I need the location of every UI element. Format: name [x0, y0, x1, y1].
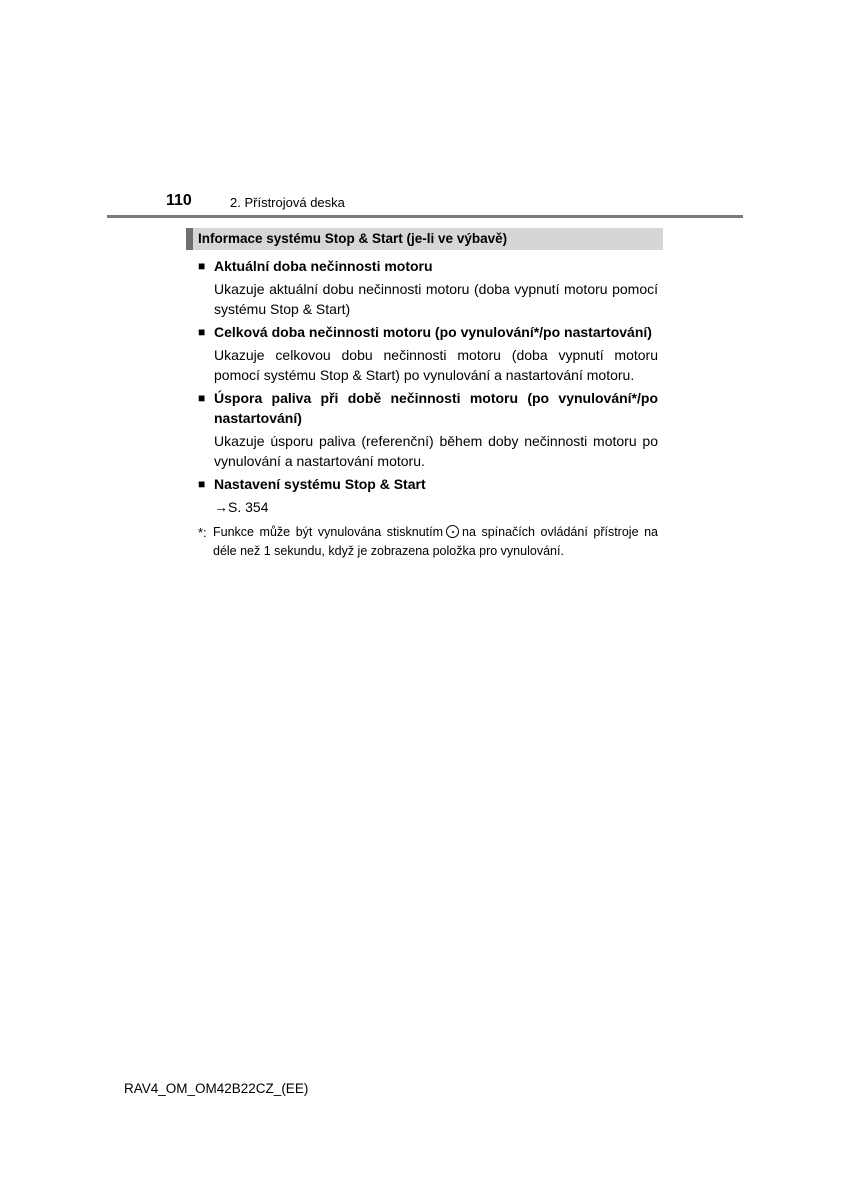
footnote-text-before: Funkce může být vynulována stisknutím [213, 525, 443, 539]
item-heading-text: Nastavení systému Stop & Start [214, 476, 426, 492]
page-number: 110 [166, 192, 192, 209]
circle-dot-icon [446, 525, 459, 538]
square-bullet-icon: ■ [198, 477, 206, 491]
item-heading-text: Celková doba nečinnosti motoru (po vynulování*/po nastartování) [214, 324, 652, 340]
arrow-right-icon: → [214, 499, 228, 515]
header-rule [107, 215, 743, 218]
square-bullet-icon: ■ [198, 325, 206, 339]
item-body: Ukazuje úsporu paliva (referenční) během doby nečinnosti motoru po vynulování a nastartování motoru. [214, 433, 658, 469]
page-reference-text: S. 354 [228, 499, 269, 515]
footnote-text [213, 523, 658, 561]
section-title: 2. Přístrojová deska [230, 195, 345, 210]
square-bullet-icon: ■ [198, 259, 206, 273]
footnote [198, 523, 658, 561]
square-bullet-icon: ■ [198, 391, 206, 405]
item-heading-text: Úspora paliva při době nečinnosti motoru (po vynulování*/po nastartování) [214, 390, 658, 426]
item-heading-text: Aktuální doba nečinnosti motoru [214, 258, 433, 274]
footnote-mark: *: [198, 525, 207, 540]
item-heading [198, 256, 658, 276]
subsection-title: Informace systému Stop & Start (je-li ve výbavě) [186, 228, 663, 250]
item-body: Ukazuje celkovou dobu nečinnosti motoru (doba vypnutí motoru pomocí systému Stop & Start) po vynulování a nastartování motoru. [214, 347, 658, 383]
item-heading [198, 474, 658, 494]
item-body: Ukazuje aktuální dobu nečinnosti motoru (doba vypnutí motoru pomocí systému Stop & Start) [214, 281, 658, 317]
document-code: RAV4_OM_OM42B22CZ_(EE) [124, 1081, 309, 1096]
content [198, 256, 658, 561]
footnote-text-after: na spínačích ovládání přístroje na déle než 1 sekundu, když je zobrazena položka pro vynulování. [213, 525, 658, 558]
item-heading [198, 388, 658, 428]
page-reference[interactable] [214, 497, 658, 517]
item-heading [198, 322, 658, 342]
